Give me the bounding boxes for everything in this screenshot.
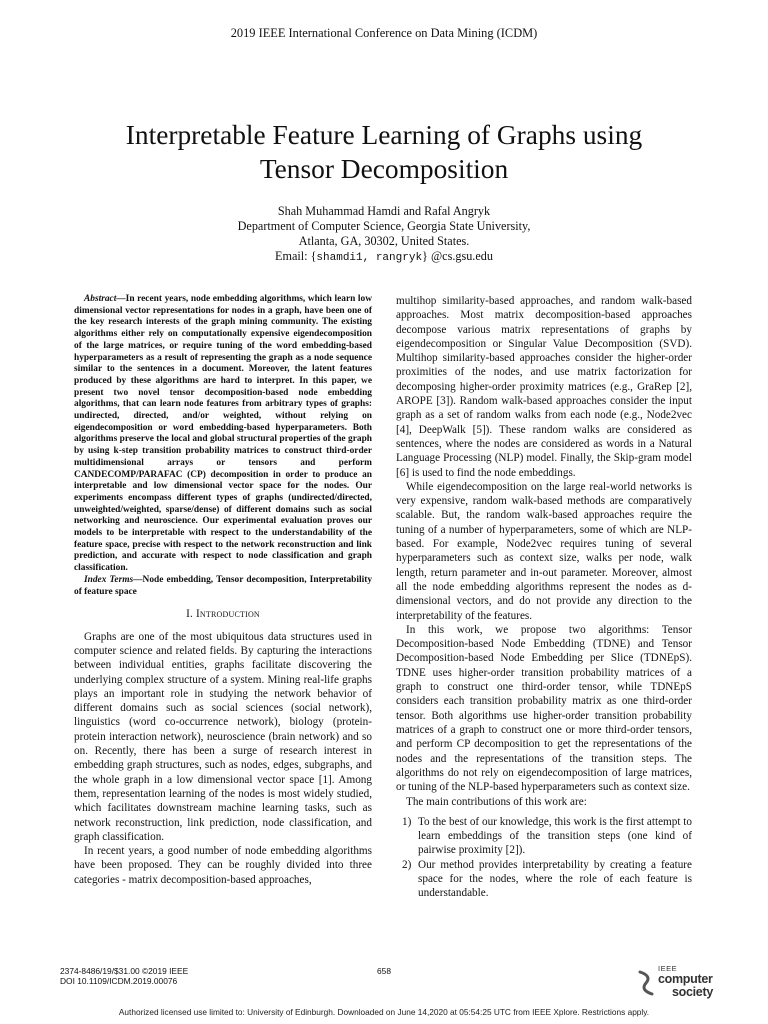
left-column: [74, 294, 372, 887]
intro-paragraph-2: In recent years, a good number of node embedding algorithms have been proposed. They can be roughly divided into three categories - matrix decomposition-based approaches,: [74, 845, 372, 886]
list-item: [396, 815, 692, 858]
logo-computer: computer: [658, 972, 713, 986]
email-names: shamdi1, rangryk: [316, 252, 423, 264]
title-line-1: Interpretable Feature Learning of Graphs using: [125, 120, 643, 150]
footer-issn: 2374-8486/19/$31.00 ©2019 IEEE: [60, 966, 189, 976]
logo-society: society: [672, 985, 713, 999]
address: Atlanta, GA, 30302, United States.: [298, 234, 470, 248]
abstract-lead: Abstract: [84, 294, 117, 304]
affiliation: Department of Computer Science, Georgia State University,: [237, 219, 531, 233]
logo-ieee: IEEE: [658, 964, 678, 973]
abstract: [74, 294, 372, 575]
title-line-2: Tensor Decomposition: [259, 154, 509, 184]
section-heading-introduction: [74, 608, 372, 621]
index-terms-lead: Index Terms: [84, 574, 134, 585]
right-column: [396, 294, 692, 900]
list-item: [396, 858, 692, 901]
section-name: Introduction: [196, 608, 260, 621]
license-notice: Authorized licensed use limited to: University of Edinburgh. Downloaded on June 14,2020 at 05:54:25 UTC from IEEE Xplore. Restrictions apply.: [118, 1007, 650, 1017]
email-prefix: Email: {: [275, 249, 317, 263]
email-line: [0, 249, 768, 266]
email-suffix: } @cs.gsu.edu: [422, 249, 493, 263]
index-terms: [74, 575, 372, 598]
abstract-text: —In recent years, node embedding algorithms, which learn low dimensional vector representations for nodes in a graph, have been one of the key research interests of the graph mining community. The existing algorithms either rely on computationally expensive eigendecomposition of the large matrices, or require tuning of the word embedding-based hyperparameters as a result of representing the graph as a node sequence similar to the sentences in a document. Moreover, the latent features produced by these algorithms are hard to interpret. In this paper, we present two novel tensor decomposition-based node embedding algorithms, that can learn node features from arbitrary types of graphs: undirected, directed, and/or weighted, without relying on eigendecomposition or word embedding-based hyperparameters. Both algorithms preserve the local and global structural properties of the graph by using k-step transition probability matrices to construct third-order multidimensional arrays or tensors and perform CANDECOMP/PARAFAC (CP) decomposition in order to produce an interpretable and low dimensional vector space for the nodes. Our experiments encompass different types of graphs (undirected/directed, unweighted/weighted, sparse/dense) of different domains such as social networking and neuroscience. Our experimental evaluation proves our models to be interpretable with respect to the understandability of the feature space, precise with respect to the network reconstruction and link prediction, and accurate with respect to node classification and graph classification.: [74, 294, 372, 574]
list-item-text: To the best of our knowledge, this work is the first attempt to learn embeddings of the transition steps (one kind of pairwise proximity [2]).: [418, 815, 692, 857]
list-item-text: Our method provides interpretability by creating a feature space for the nodes, where the role of each feature is understandable.: [418, 858, 692, 900]
right-paragraph-3: In this work, we propose two algorithms: Tensor Decomposition-based Node Embedding (TDNE) and Tensor Decomposition-based Node Embedding per Slice (TDNEpS). TDNE uses higher-order transition probability matrices of a graph to construct one third-order tensor, while TDNEpS considers each transition probability matrix as one third-order tensor. Both algorithms use higher-order transition probability matrices of a graph to construct one or more third-order tensors, and perform CP decomposition to get the representations of the nodes and the representations of the transition steps. The algorithms do not rely on eigendecomposition of large matrices, or tuning of the NLP-based hyperparameters such as context size.: [396, 623, 692, 794]
logo-mark-icon: [636, 970, 656, 996]
contributions-intro: The main contributions of this work are:: [406, 796, 587, 809]
index-terms-text: —Node embedding, Tensor decomposition, Interpretability of feature space: [74, 574, 373, 597]
right-paragraph-2: While eigendecomposition on the large real-world networks is very expensive, random walk-based methods are comparatively scalable. But, the random walk-based approaches require the tuning of a number of hyperparameters, some of which are NLP-based. For example, Node2vec requires tuning of several hyperparameters such as context size, walks per node, walk length, return parameter and in-out parameter. Moreover, almost all the node embedding algorithms represent the nodes as d-dimensional vectors, and do not provide any direction to the interpretability of the features.: [396, 480, 692, 622]
right-paragraph-1: multihop similarity-based approaches, and random walk-based approaches. Most matrix decomposition-based approaches decompose various matrix representations of graphs by eigendecomposition or Singular Value Decomposition (SVD). Multihop similarity-based approaches consider the higher-order proximities of the nodes, and use matrix factorization for decomposing higher-order proximity matrices (e.g., GraRep [2], AROPE [3]). Random walk-based approaches consider the input graph as a set of random walks from each node (e.g., Node2vec [4], DeepWalk [5]). These random walks are considered as sentences, where the nodes are considered as words in a Natural Language Processing (NLP) model. Finally, the Skip-gram model [6] is used to find the node embeddings.: [396, 295, 692, 479]
footer-doi: DOI 10.1109/ICDM.2019.00076: [60, 976, 178, 986]
conference-header: 2019 IEEE International Conference on Data Mining (ICDM): [230, 26, 538, 40]
paper-title: [60, 118, 708, 186]
author-block: [0, 204, 768, 266]
contributions-list: [396, 815, 692, 901]
list-item-number: 1): [402, 815, 412, 828]
intro-paragraph-1: Graphs are one of the most ubiquitous data structures used in computer science and related fields. By capturing the interactions between individual entities, graphs facilitate discovering the underlying complex structure of a system. Mining real-life graphs plays an important role in studying the network behavior of different domains such as social sciences (social network), linguistics (word co-occurrence network), biology (protein-protein interaction network), neuroscience (brain network) and so on. Recently, there has been a surge of research interest in embedding graph structures, such as nodes, edges, subgraphs, and the whole graph in a low dimensional vector space [1]. Among them, representation learning of the nodes is most widely studied, which facilitates downstream machine learning tasks, such as network reconstruction, link prediction, node classification, and graph classification.: [74, 630, 372, 843]
section-number: I.: [186, 608, 196, 621]
author-names: Shah Muhammad Hamdi and Rafal Angryk: [277, 204, 491, 218]
computer-society-logo: [622, 964, 718, 1006]
page-number: 658: [377, 966, 391, 976]
list-item-number: 2): [402, 858, 412, 871]
